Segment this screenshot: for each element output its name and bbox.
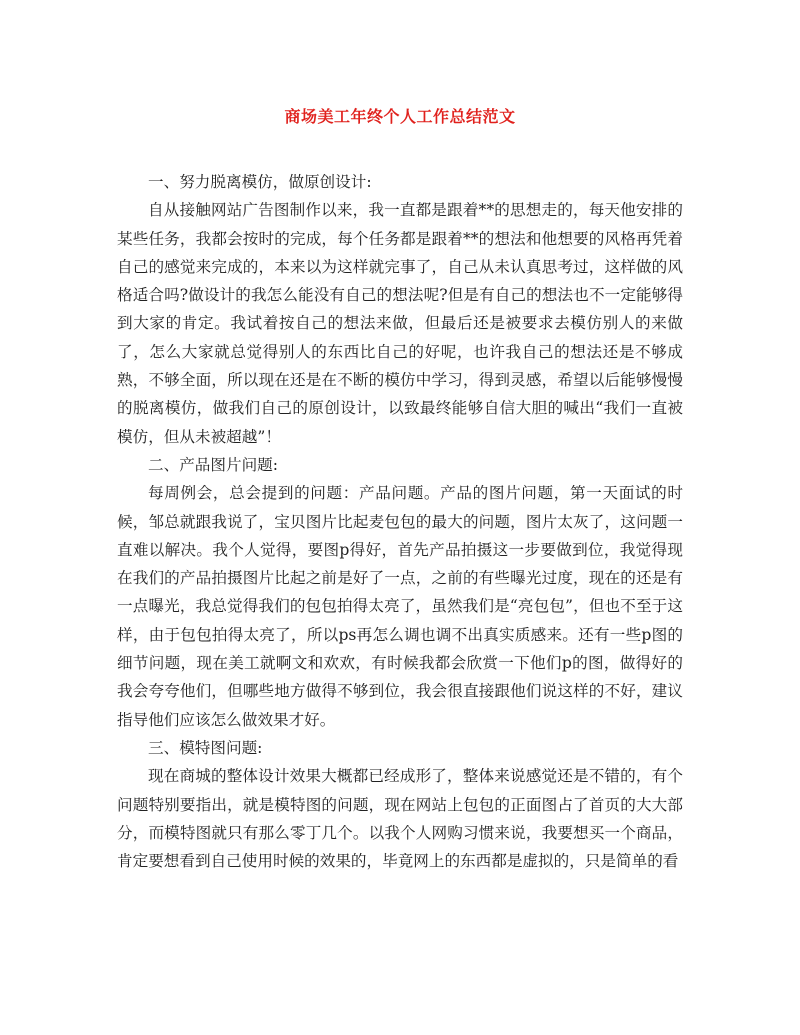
paragraph: 自从接触网站广告图制作以来，我一直都是跟着**的思想走的，每天他安排的某些任务，我都会按时的完成，每个任务都是跟着**的想法和他想要的风格再凭着自己的感觉来完成的，本来以为这样就完事了，自己从未认真思考过，这样做的风格适合吗?做设计的我怎么能没有自己的想法呢?但是有自己的想法也不一定能够得到大家的肯定。我试着按自己的想法来做，但最后还是被要求去模仿别人的来做了，怎么大家就总觉得别人的东西比自己的好呢，也许我自己的想法还是不够成熟，不够全面，所以现在还是在不断的模仿中学习，得到灵感，希望以后能够慢慢的脱离模仿，做我们自己的原创设计，以致最终能够自信大胆的喊出“我们一直被模仿，但从未被超越”！ — [117, 201, 683, 446]
paragraph: 现在商城的整体设计效果大概都已经成形了，整体来说感觉还是不错的，有个问题特别要指出，就是模特图的问题，现在网站上包包的正面图占了首页的大大部分，而模特图就只有那么零丁几个。以我个人网购习惯来说，我要想买一个商品，肯定要想看到自己使用时候的效果的，毕竟网上的东西都是虚拟的，只是简单的看 — [117, 767, 683, 871]
paragraph: 每周例会，总会提到的问题：产品问题。产品的图片问题，第一天面试的时候，邹总就跟我说了，宝贝图片比起麦包包的最大的问题，图片太灰了，这问题一直难以解决。我个人觉得，要图p得好，首先产品拍摄这一步要做到位，我觉得现在我们的产品拍摄图片比起之前是好了一点，之前的有些曝光过度，现在的还是有一点曝光，我总觉得我们的包包拍得太亮了，虽然我们是“亮包包”，但也不至于这样，由于包包拍得太亮了，所以ps再怎么调也调不出真实质感来。还有一些p图的细节问题，现在美工就啊文和欢欢，有时候我都会欣赏一下他们p的图，做得好的我会夸夸他们，但哪些地方做得不够到位，我会很直接跟他们说这样的不好，建议指导他们应该怎么做效果才好。 — [117, 484, 683, 729]
section-heading: 二、产品图片问题: — [148, 455, 279, 474]
section-heading: 三、模特图问题: — [148, 738, 263, 757]
section-heading: 一、努力脱离模仿，做原创设计: — [148, 173, 372, 191]
document-title: 商场美工年终个人工作总结范文 — [284, 107, 516, 126]
document-body — [117, 168, 683, 875]
